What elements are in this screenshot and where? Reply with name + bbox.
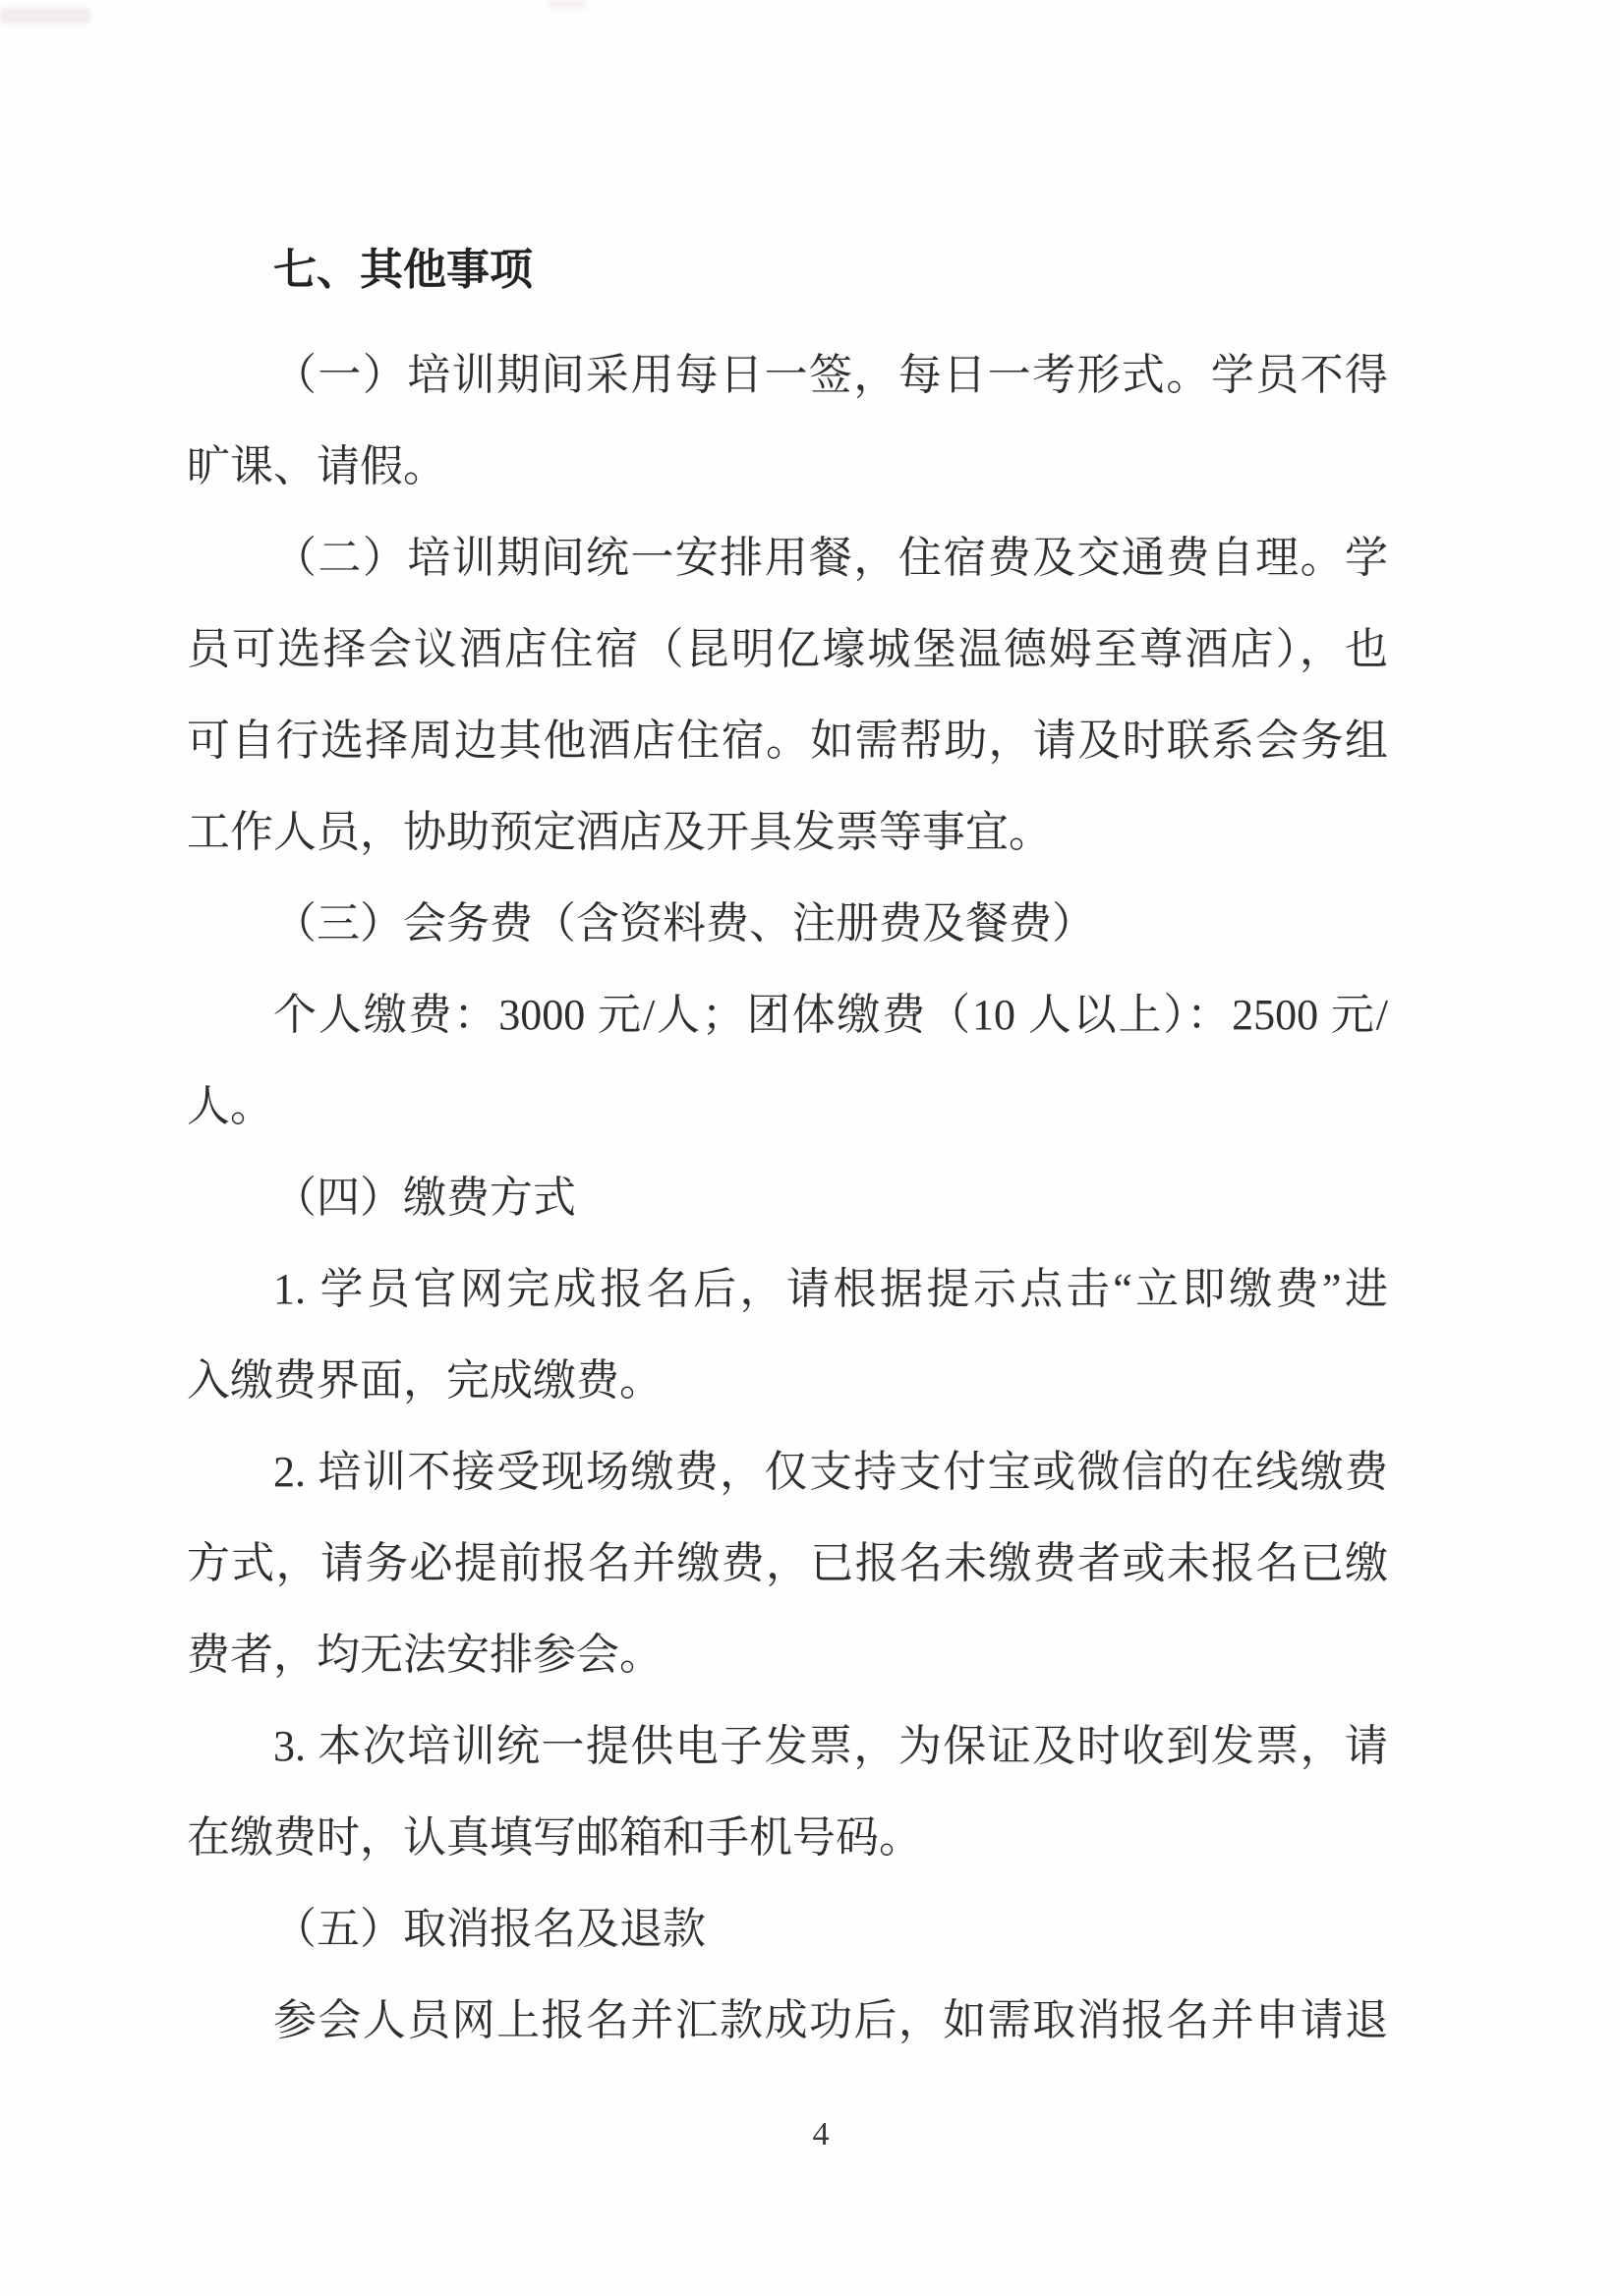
- text-line: 可自行选择周边其他酒店住宿。如需帮助，请及时联系会务组: [187, 717, 1388, 765]
- section-heading: 七、其他事项: [273, 246, 533, 294]
- text-line: 在缴费时，认真填写邮箱和手机号码。: [187, 1813, 922, 1862]
- text-line: 入缴费界面，完成缴费。: [187, 1356, 663, 1405]
- text-line: 方式，请务必提前报名并缴费，已报名未缴费者或未报名已缴: [187, 1539, 1388, 1587]
- text-line: 2. 培训不接受现场缴费，仅支持支付宝或微信的在线缴费: [273, 1448, 1388, 1496]
- text-line: 费者，均无法安排参会。: [187, 1631, 663, 1679]
- text-line: 旷课、请假。: [187, 442, 446, 490]
- text-line: 员可选择会议酒店住宿（昆明亿壕城堡温德姆至尊酒店），也: [187, 625, 1388, 673]
- scan-artifact: [549, 0, 586, 9]
- text-line: （一）培训期间采用每日一签，每日一考形式。学员不得: [273, 351, 1388, 399]
- text-line: 个人缴费：3000 元/人；团体缴费（10 人以上）：2500 元/: [273, 991, 1388, 1039]
- text-line: （三）会务费（含资料费、注册费及餐费）: [273, 899, 1095, 947]
- text-line: 工作人员，协助预定酒店及开具发票等事宜。: [187, 808, 1052, 856]
- text-line: 3. 本次培训统一提供电子发票，为保证及时收到发票，请: [273, 1722, 1388, 1770]
- text-line: （四）缴费方式: [273, 1174, 576, 1222]
- text-line: 参会人员网上报名并汇款成功后，如需取消报名并申请退: [273, 1996, 1388, 2044]
- document-body: [187, 224, 1388, 2066]
- scan-artifact: [0, 8, 90, 24]
- text-line: 1. 学员官网完成报名后，请根据提示点击“立即缴费”进: [273, 1265, 1388, 1313]
- text-line: （二）培训期间统一安排用餐，住宿费及交通费自理。学: [273, 534, 1388, 582]
- page-number: 4: [812, 2116, 830, 2152]
- text-line: （五）取消报名及退款: [273, 1905, 706, 1953]
- text-line: 人。: [187, 1082, 273, 1130]
